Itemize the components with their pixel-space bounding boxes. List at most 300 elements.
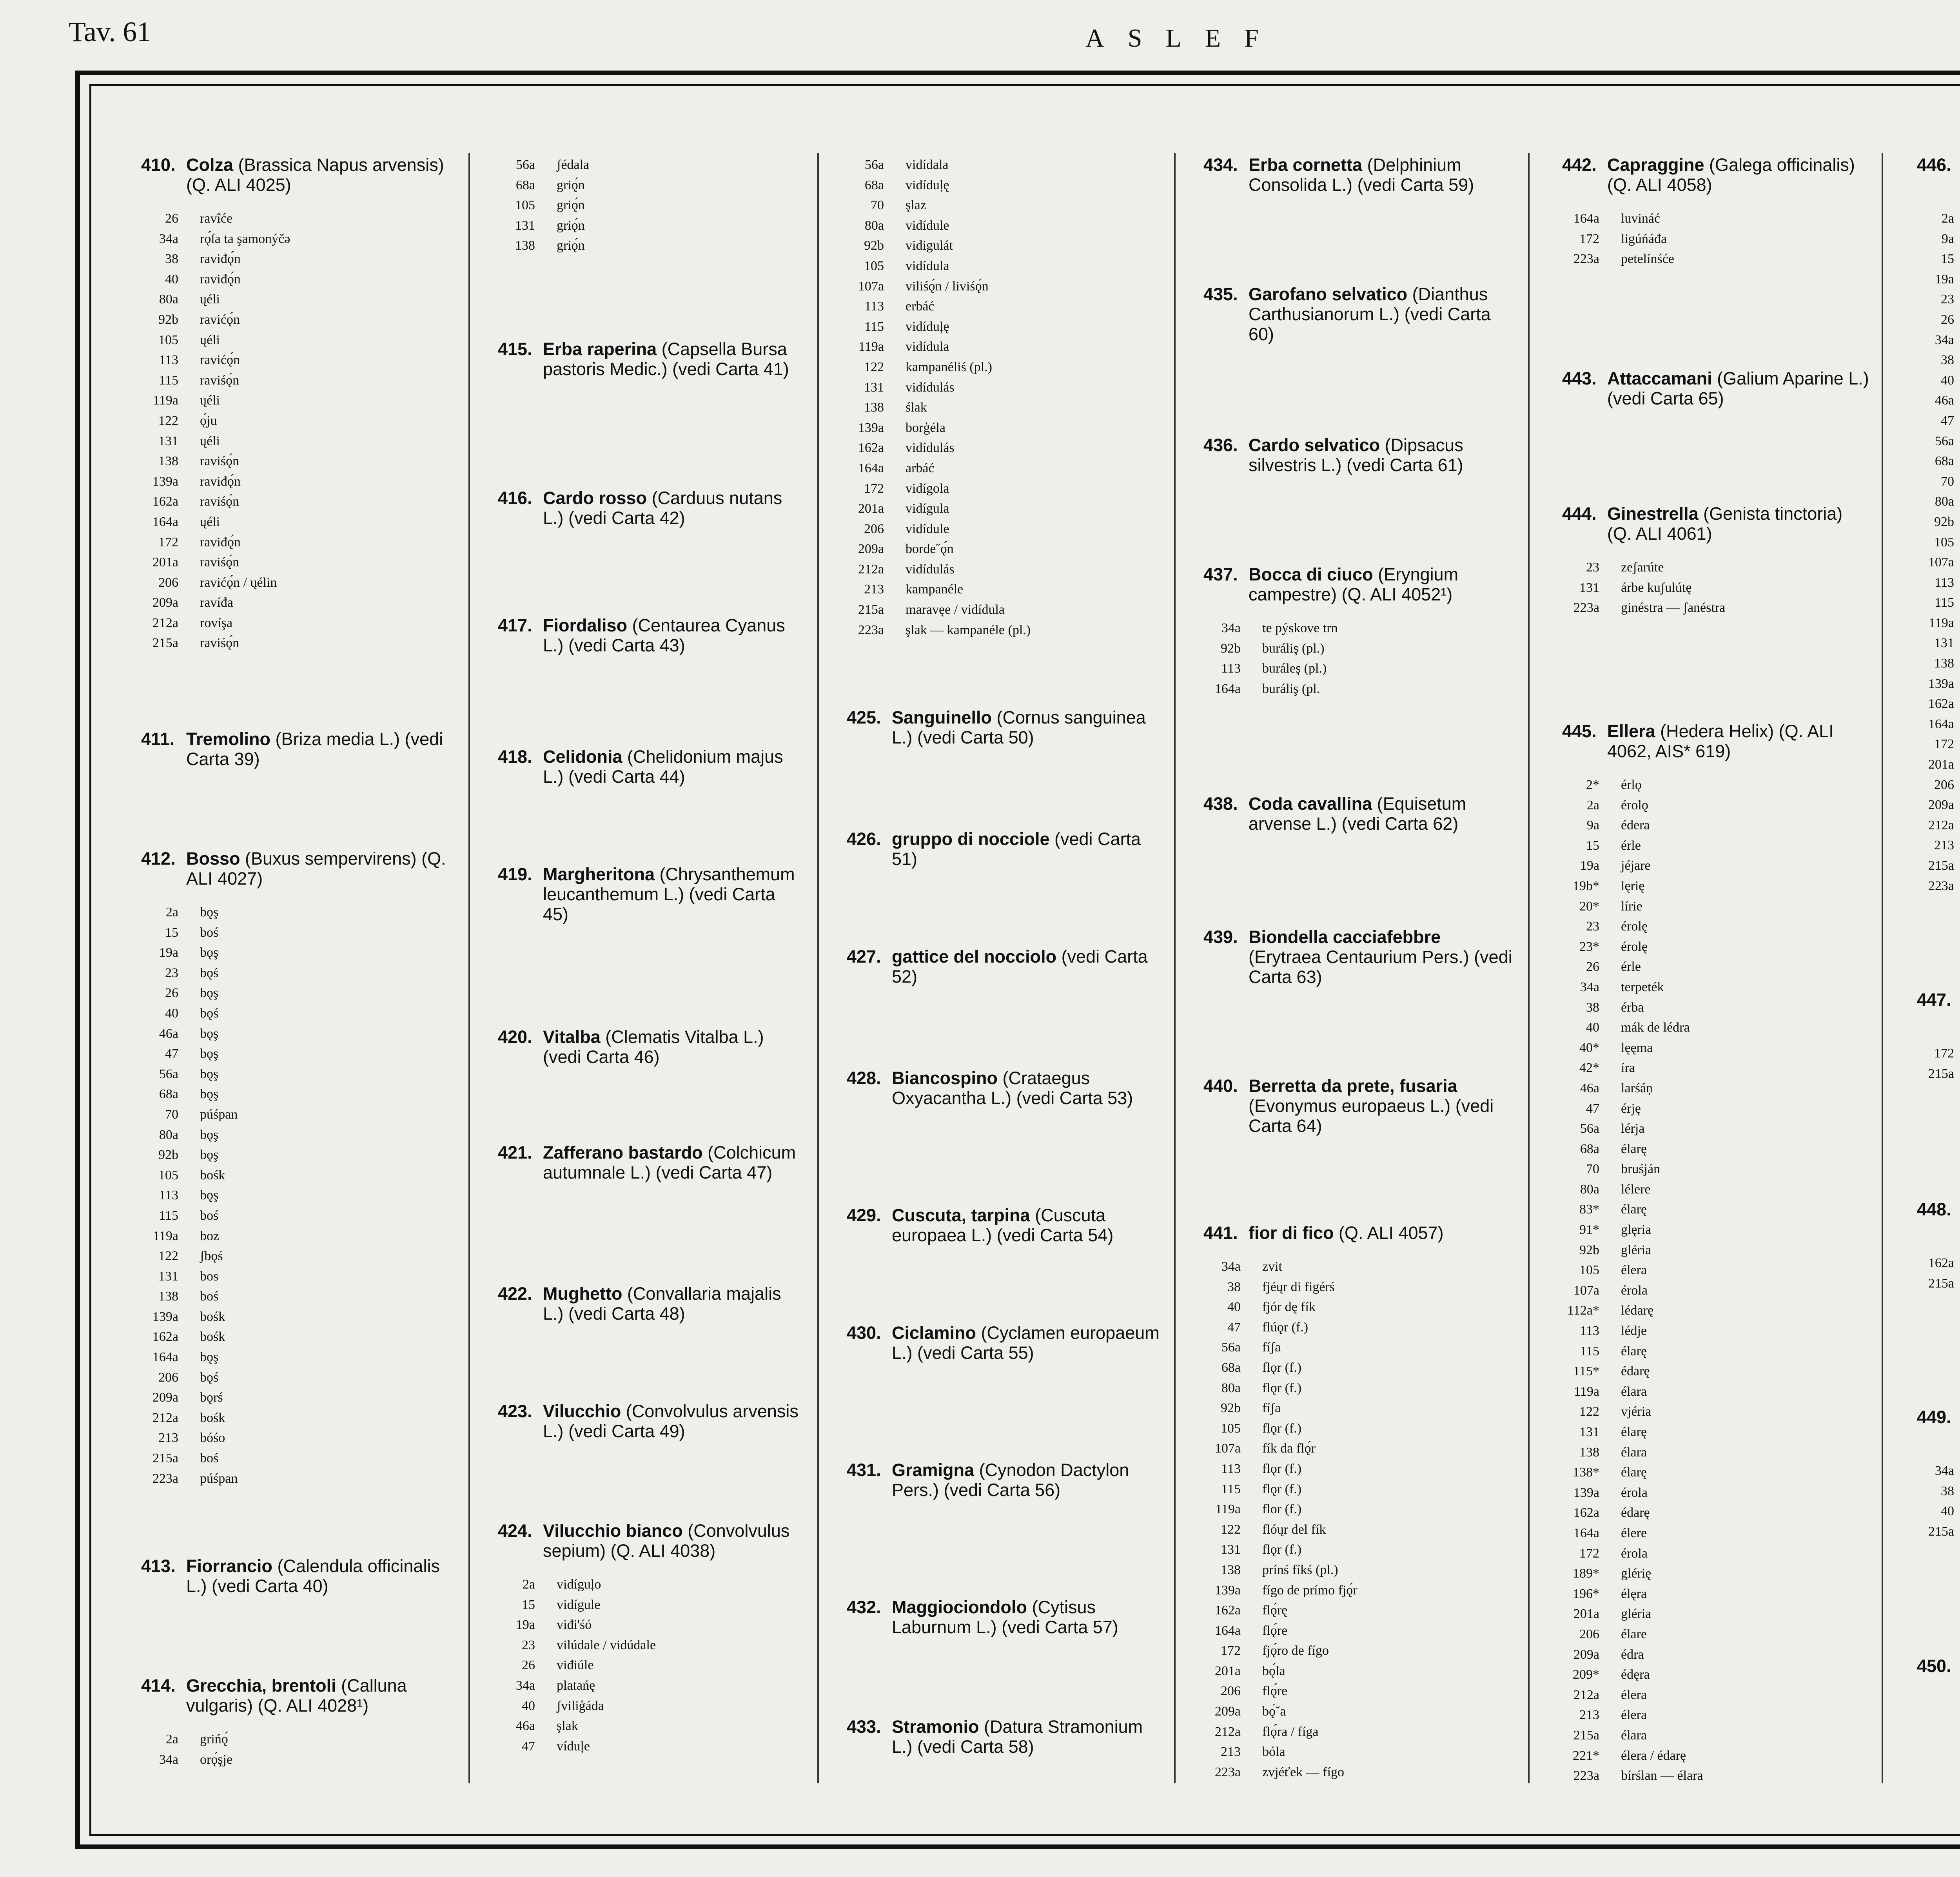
form-row — [141, 963, 455, 983]
point-code: 209a — [1573, 1647, 1599, 1662]
entry-description: (Erytraea Centaurium Pers.) (vedi Carta 63) — [1249, 947, 1512, 987]
point-code: 209* — [1573, 1667, 1599, 1682]
entry-name: Bosso — [186, 849, 240, 869]
point-code: 68a — [1935, 454, 1954, 469]
point-code: 172 — [1579, 231, 1599, 246]
point-code: 40 — [522, 1698, 535, 1713]
dialect-form: érle — [1621, 838, 1641, 853]
point-code: 164a — [858, 461, 884, 475]
point-code: 80a — [1935, 494, 1954, 509]
form-row — [141, 1327, 455, 1347]
entry-description: (Chelidonium majus L.) (vedi Carta 44) — [543, 747, 783, 787]
dialect-form: boś — [200, 1208, 219, 1223]
dialect-form: boś — [200, 925, 219, 940]
point-code: 70 — [871, 198, 884, 213]
point-code: 139a — [858, 420, 884, 435]
form-row — [1562, 578, 1872, 598]
dialect-form: érle — [1621, 959, 1641, 974]
point-code: 2a — [1586, 798, 1599, 812]
point-code: 164a — [1214, 1623, 1241, 1638]
form-row — [141, 593, 455, 613]
dialect-form: bǫş — [200, 1046, 219, 1061]
form-row — [1917, 573, 1960, 593]
entry-heading — [1203, 927, 1517, 987]
entry — [847, 707, 1160, 747]
form-row — [1562, 1705, 1872, 1725]
dialect-form: vidígule — [557, 1597, 601, 1612]
dialect-form: ravîće — [200, 211, 233, 226]
entry — [1917, 1407, 1960, 1541]
form-row — [1562, 856, 1872, 876]
form-row — [1562, 896, 1872, 917]
dialect-form: érję — [1621, 1101, 1641, 1116]
dialect-form: zeʃarúte — [1621, 560, 1664, 575]
form-row — [1917, 775, 1960, 795]
form-row — [1917, 856, 1960, 876]
point-code: 26 — [165, 211, 178, 226]
dialect-form: vidídule — [906, 521, 949, 536]
entry — [847, 1597, 1160, 1637]
point-code: 164a — [1573, 1525, 1599, 1540]
form-row — [141, 411, 455, 431]
point-code: 105 — [158, 1168, 178, 1182]
form-row — [1917, 532, 1960, 553]
atlas-title: ASLEF — [1085, 24, 1282, 53]
point-code: 26 — [1586, 959, 1599, 974]
point-code: 139a — [1573, 1485, 1599, 1500]
point-code: 91* — [1579, 1222, 1599, 1237]
dialect-form: ginéstra — ʃanéstra — [1621, 600, 1726, 615]
form-row — [141, 1408, 455, 1428]
dialect-form: édarę — [1621, 1505, 1650, 1520]
entry-number: 429. — [847, 1205, 881, 1225]
point-code: 215a — [1928, 858, 1954, 873]
point-code: 115 — [1221, 1482, 1241, 1496]
point-code: 56a — [1580, 1121, 1599, 1136]
point-code: 164a — [1928, 716, 1954, 731]
dialect-form: érolę — [1621, 939, 1648, 954]
form-list — [141, 902, 455, 1489]
entry — [498, 1401, 804, 1441]
form-row — [1562, 1099, 1872, 1119]
dialect-form: griǫ́n — [557, 198, 585, 213]
entry-description: (Convolvulus arvensis L.) (vedi Carta 49) — [543, 1401, 799, 1441]
form-row — [1562, 1300, 1872, 1321]
form-row — [498, 236, 804, 256]
point-code: 19b* — [1573, 878, 1599, 893]
point-code: 215a — [1573, 1728, 1599, 1743]
entry-number: 447. — [1917, 990, 1951, 1010]
dialect-form: glęria — [1621, 1222, 1651, 1237]
dialect-form: fjéųr di figérś — [1262, 1279, 1335, 1294]
dialect-form: vjéria — [1621, 1404, 1651, 1419]
entry-heading — [1917, 155, 1960, 195]
dialect-form: élara — [1621, 1445, 1647, 1460]
form-row — [1203, 1560, 1517, 1580]
point-code: 92b — [1934, 514, 1954, 529]
entry-description: (Dianthus Carthusianorum L.) (vedi Carta 60) — [1249, 284, 1491, 344]
form-row — [141, 1003, 455, 1024]
point-code: 47 — [1941, 413, 1954, 428]
column-divider — [817, 153, 819, 1783]
point-code: 107a — [1928, 555, 1954, 570]
entry-number: 439. — [1203, 927, 1238, 947]
entry-number: 413. — [141, 1556, 176, 1576]
entry-name: Vitalba — [543, 1027, 601, 1047]
form-row — [847, 256, 1160, 276]
form-row — [1917, 350, 1960, 370]
entry-number: 425. — [847, 707, 881, 727]
entry-heading — [498, 488, 804, 528]
point-code: 164a — [152, 1350, 178, 1365]
point-code: 172 — [1934, 737, 1954, 752]
point-code: 40 — [165, 1006, 178, 1021]
form-row — [847, 458, 1160, 479]
form-row — [141, 983, 455, 1003]
point-code: 46a — [1580, 1081, 1599, 1095]
entry-name: gattice del nocciolo — [892, 947, 1057, 967]
entry-description: (Capsella Bursa pastoris Medic.) (vedi Carta 41) — [543, 339, 789, 379]
point-code: 40* — [1579, 1040, 1599, 1055]
dialect-form: bǫś — [200, 965, 219, 980]
form-list — [141, 1729, 455, 1770]
entry — [847, 1460, 1160, 1500]
entry-description: (Colchicum autumnale L.) (vedi Carta 47) — [543, 1143, 796, 1182]
point-code: 131 — [515, 218, 535, 233]
column-6 — [1917, 155, 1960, 1781]
dialect-form: lédarę — [1621, 1303, 1654, 1318]
entry — [1917, 155, 1960, 896]
form-row — [1203, 1337, 1517, 1358]
entry-description: (Genista tinctoria) (Q. ALI 4061) — [1607, 504, 1843, 544]
form-row — [141, 1125, 455, 1145]
point-code: 92b — [864, 238, 884, 253]
form-list — [498, 1574, 804, 1756]
entry-description: (Dipsacus silvestris L.) (vedi Carta 61) — [1249, 435, 1463, 475]
point-code: 23 — [1941, 292, 1954, 307]
entry-number: 420. — [498, 1027, 532, 1047]
entry-heading — [1203, 1076, 1517, 1136]
dialect-form: bǫ́ˇa — [1262, 1704, 1286, 1719]
point-code: 47 — [1227, 1320, 1241, 1335]
dialect-form: ravíđa — [200, 595, 233, 610]
form-list — [1562, 557, 1872, 618]
form-row — [1917, 795, 1960, 815]
form-row — [141, 1206, 455, 1226]
point-code: 26 — [165, 986, 178, 1001]
entry-number: 444. — [1562, 504, 1597, 524]
point-code: 26 — [522, 1658, 535, 1673]
entry-description: (Cuscuta europaea L.) (vedi Carta 54) — [892, 1205, 1114, 1245]
entry-number: 448. — [1917, 1199, 1951, 1219]
entry-heading — [1203, 1223, 1517, 1243]
entry-number: 424. — [498, 1521, 532, 1541]
entry-heading — [1917, 990, 1960, 1030]
point-code: 34a — [515, 1678, 535, 1693]
dialect-form: vidídule — [906, 218, 949, 233]
dialect-form: ravićǫ́n / ųélin — [200, 575, 277, 590]
form-row — [1917, 249, 1960, 269]
point-code: 139a — [152, 474, 178, 489]
form-row — [1562, 1725, 1872, 1746]
point-code: 47 — [1586, 1101, 1599, 1116]
dialect-form: lęrię — [1621, 878, 1645, 893]
form-row — [1917, 1064, 1960, 1084]
entry-name: Margheritona — [543, 864, 655, 884]
entry-number: 435. — [1203, 284, 1238, 304]
entry-heading — [498, 1143, 804, 1182]
form-row — [847, 438, 1160, 458]
form-row — [1917, 229, 1960, 249]
form-row — [1562, 1220, 1872, 1240]
dialect-form: griǫ́n — [557, 178, 585, 192]
point-code: 26 — [1941, 312, 1954, 327]
form-row — [1203, 1358, 1517, 1378]
entry-description: (Galega officinalis) (Q. ALI 4058) — [1607, 155, 1855, 195]
point-code: 115 — [1935, 595, 1954, 610]
form-row — [1203, 658, 1517, 679]
form-list — [1917, 1043, 1960, 1084]
dialect-form: larśáņ — [1621, 1081, 1653, 1095]
form-list — [1917, 1461, 1960, 1541]
dialect-form: bǫş — [200, 1127, 219, 1142]
point-code: 223a — [858, 622, 884, 637]
entry — [141, 1556, 455, 1596]
dialect-form: petelínśće — [1621, 252, 1674, 267]
entry-name: Ellera — [1607, 721, 1655, 741]
entry-description: (Datura Stramonium L.) (vedi Carta 58) — [892, 1717, 1143, 1757]
dialect-form: flǫr (f.) — [1262, 1380, 1302, 1395]
dialect-form: bǫş — [200, 1188, 219, 1203]
dialect-form: vidídula — [906, 339, 949, 354]
form-row — [141, 1469, 455, 1489]
point-code: 172 — [158, 535, 178, 549]
form-row — [141, 1226, 455, 1246]
point-code: 9a — [1586, 818, 1599, 833]
entry-number: 442. — [1562, 155, 1597, 175]
point-code: 40 — [1227, 1300, 1241, 1315]
dialect-form: bǫş — [200, 905, 219, 919]
dialect-form: erbáć — [906, 299, 935, 314]
dialect-form: lęęma — [1621, 1040, 1653, 1055]
form-row — [1562, 1341, 1872, 1362]
entry — [847, 1323, 1160, 1363]
point-code: 56a — [1935, 433, 1954, 448]
form-list — [1917, 1253, 1960, 1293]
point-code: 83* — [1579, 1202, 1599, 1217]
dialect-form: víduļe — [557, 1739, 590, 1754]
form-row — [847, 276, 1160, 297]
form-row — [1917, 552, 1960, 573]
form-row — [1562, 997, 1872, 1018]
dialect-form: élęra — [1621, 1586, 1647, 1601]
form-row — [1562, 1058, 1872, 1078]
dialect-form: flǫr (f.) — [1262, 1542, 1302, 1557]
point-code: 122 — [1579, 1404, 1599, 1419]
dialect-form: édra — [1621, 1647, 1644, 1662]
point-code: 92b — [1221, 641, 1241, 656]
entry-number: 430. — [847, 1323, 881, 1343]
dialect-form: raviđǫ́n — [200, 252, 241, 267]
form-row — [498, 1676, 804, 1696]
continued-forms — [498, 155, 804, 256]
entry — [847, 1717, 1160, 1757]
point-code: 122 — [1221, 1522, 1241, 1537]
form-row — [1562, 229, 1872, 249]
point-code: 209a — [1214, 1704, 1241, 1719]
point-code: 213 — [864, 582, 884, 597]
entry-name: Colza — [186, 155, 234, 175]
form-row — [1562, 795, 1872, 816]
dialect-form: raviśǫ́n — [200, 555, 240, 570]
form-row — [1917, 491, 1960, 512]
point-code: 92b — [1579, 1242, 1599, 1257]
point-code: 131 — [1221, 1542, 1241, 1557]
dialect-form: rǫ́ſa ta şamonýčə — [200, 231, 290, 246]
point-code: 223a — [1214, 1765, 1241, 1779]
dialect-form: érola — [1621, 1546, 1648, 1561]
form-row — [1203, 1378, 1517, 1398]
point-code: 34a — [159, 1752, 178, 1767]
entry-heading — [847, 1205, 1160, 1245]
entry — [498, 864, 804, 924]
form-row — [1917, 1253, 1960, 1273]
entry-description: (Clematis Vitalba L.) (vedi Carta 46) — [543, 1027, 764, 1067]
form-row — [141, 1145, 455, 1165]
form-row — [141, 1024, 455, 1044]
form-row — [1917, 472, 1960, 492]
entry-heading — [1917, 1407, 1960, 1447]
dialect-form: vidíduļę — [906, 319, 949, 334]
dialect-form: raviśǫ́n — [200, 454, 240, 469]
form-row — [1917, 1461, 1960, 1481]
form-row — [847, 195, 1160, 216]
point-code: 162a — [152, 494, 178, 509]
entry-number: 412. — [141, 849, 176, 869]
dialect-form: bóla — [1262, 1745, 1285, 1759]
dialect-form: érola — [1621, 1485, 1648, 1500]
entry — [1917, 1199, 1960, 1293]
dialect-form: bǫş — [200, 1087, 219, 1102]
point-code: 68a — [1221, 1360, 1241, 1375]
point-code: 213 — [158, 1431, 178, 1445]
point-code: 139a — [1214, 1583, 1241, 1598]
point-code: 40 — [1941, 373, 1954, 388]
dialect-form: ųéli — [200, 332, 220, 347]
form-row — [1562, 1584, 1872, 1604]
point-code: 162a — [1928, 696, 1954, 711]
entry-heading — [1203, 564, 1517, 604]
entry-heading — [1917, 1656, 1960, 1696]
dialect-form: raviśǫ́n — [200, 494, 240, 509]
dialect-form: rovíşa — [200, 615, 233, 630]
form-row — [1917, 613, 1960, 633]
point-code: 42* — [1579, 1061, 1599, 1075]
form-row — [1203, 1641, 1517, 1661]
form-row — [1562, 1402, 1872, 1422]
point-code: 68a — [1580, 1141, 1599, 1156]
point-code: 201a — [1214, 1663, 1241, 1678]
dialect-form: élarę — [1621, 1465, 1647, 1480]
entry — [498, 1143, 804, 1182]
entry-description: (Evonymus europaeus L.) (vedi Carta 64) — [1249, 1096, 1494, 1136]
form-row — [1917, 451, 1960, 472]
point-code: 131 — [864, 380, 884, 395]
form-row — [1917, 1273, 1960, 1294]
entry-number: 440. — [1203, 1076, 1238, 1096]
point-code: 119a — [153, 1228, 178, 1243]
column-3 — [847, 155, 1160, 1781]
point-code: 223a — [1573, 252, 1599, 267]
dialect-form: flor (f.) — [1262, 1502, 1302, 1517]
entry-number: 410. — [141, 155, 176, 175]
entry-name: Sanguinello — [892, 707, 992, 727]
entry — [1203, 1076, 1517, 1136]
point-code: 105 — [1934, 535, 1954, 549]
point-code: 38 — [165, 252, 178, 267]
form-row — [1562, 1240, 1872, 1260]
entry-name: Biancospino — [892, 1068, 998, 1088]
dialect-form: ųéli — [200, 393, 220, 408]
form-row — [141, 491, 455, 512]
form-row — [1562, 1139, 1872, 1159]
entry-name: Mughetto — [543, 1284, 622, 1304]
point-code: 34a — [1221, 1259, 1241, 1274]
point-code: 206 — [1221, 1684, 1241, 1699]
form-row — [141, 1387, 455, 1408]
dialect-form: vidídala — [906, 158, 949, 172]
entry-description: (Equisetum arvense L.) (vedi Carta 62) — [1249, 794, 1466, 834]
entry-heading — [498, 1027, 804, 1067]
dialect-form: bośk — [200, 1168, 225, 1182]
entry — [1203, 435, 1517, 475]
dialect-form: vidídulás — [906, 441, 955, 455]
point-code: 9a — [1941, 231, 1954, 246]
dialect-form: vidígola — [906, 481, 949, 496]
dialect-form: flǫ́ra / fíga — [1262, 1724, 1319, 1739]
entry-heading — [1562, 368, 1872, 408]
point-code: 38 — [1941, 1483, 1954, 1498]
entry-heading — [847, 1068, 1160, 1108]
entry — [141, 155, 455, 653]
dialect-form: şlaz — [906, 198, 926, 213]
dialect-form: bǫś — [200, 1006, 219, 1021]
point-code: 206 — [1934, 777, 1954, 792]
form-row — [498, 1655, 804, 1676]
entry-description: (vedi Carta 52) — [892, 947, 1148, 987]
form-row — [847, 357, 1160, 377]
dialect-form: vilúdale / vidúdale — [557, 1638, 656, 1652]
form-row — [1917, 411, 1960, 431]
entry-description: (Brassica Napus arvensis) (Q. ALI 4025) — [186, 155, 444, 195]
point-code: 139a — [152, 1309, 178, 1324]
entry-heading — [498, 864, 804, 924]
dialect-form: ųéli — [200, 433, 220, 448]
entry-name: Tremolino — [186, 729, 271, 749]
point-code: 68a — [515, 178, 535, 192]
entry-heading — [141, 849, 455, 889]
form-row — [1203, 1520, 1517, 1540]
dialect-form: buráliş (pl. — [1262, 681, 1320, 696]
entry-description: (Calendula officinalis L.) (vedi Carta 40) — [186, 1556, 440, 1596]
dialect-form: raviśǫ́n — [200, 373, 240, 388]
entry-description: (Galium Aparine L.) (vedi Carta 65) — [1607, 368, 1869, 408]
point-code: 115 — [159, 1208, 178, 1223]
point-code: 209a — [152, 1390, 178, 1405]
form-row — [1917, 876, 1960, 896]
entry-number: 432. — [847, 1597, 881, 1617]
form-row — [1203, 618, 1517, 638]
